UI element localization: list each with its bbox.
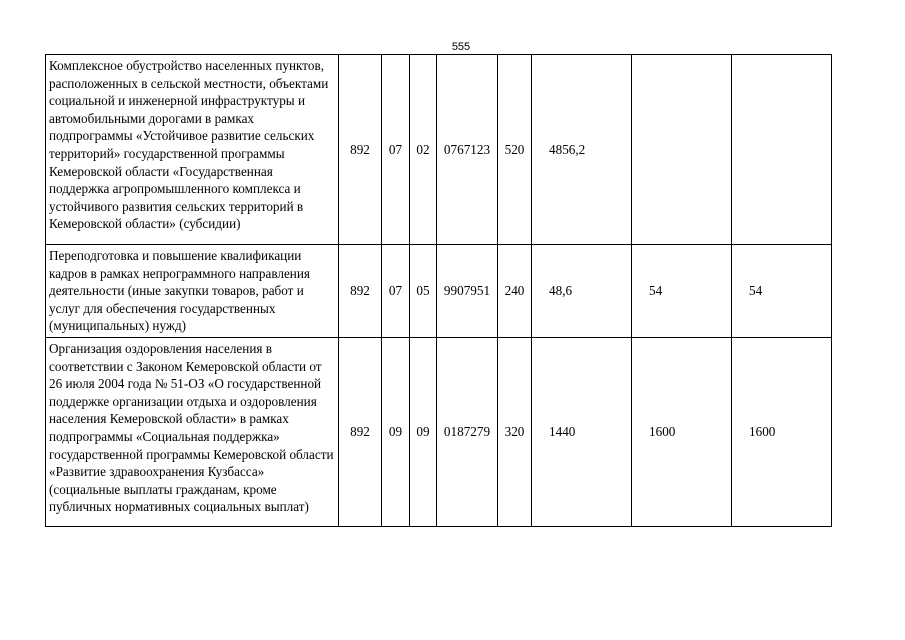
section-code: 07 [382, 245, 410, 338]
ministry-code: 892 [339, 245, 382, 338]
table-row [46, 245, 832, 338]
target-article-code: 0187279 [437, 337, 498, 526]
row-description: Организация оздоровления населения в соответствии с Законом Кемеровской области от 26 июля 2004 года № 51-ОЗ «О государственной поддержке организации отдыха и оздоровления населения Кемеровской области» в рамках подпрограммы «Социальная поддержка» государственной программы Кемеровской области «Развитие здравоохранения Кузбасса» (социальные выплаты гражданам, кроме публичных нормативных социальных выплат) [46, 337, 339, 526]
target-article-code: 9907951 [437, 245, 498, 338]
subsection-code: 09 [410, 337, 437, 526]
row-description: Комплексное обустройство населенных пунктов, расположенных в сельской местности, объектами социальной и инженерной инфраструктуры и автомобильными дорогами в рамках подпрограммы «Устойчивое развитие сельских территорий» государственной программы Кемеровской области «Государственная поддержка агропромышленного комплекса и устойчивого развития сельских территорий в Кемеровской области» (субсидии) [46, 55, 339, 245]
amount-year-3 [732, 55, 832, 245]
ministry-code: 892 [339, 337, 382, 526]
target-article-code: 0767123 [437, 55, 498, 245]
expense-type-code: 520 [498, 55, 532, 245]
section-code: 09 [382, 337, 410, 526]
subsection-code: 02 [410, 55, 437, 245]
amount-year-3: 1600 [732, 337, 832, 526]
budget-table [45, 54, 832, 527]
ministry-code: 892 [339, 55, 382, 245]
amount-year-1: 48,6 [532, 245, 632, 338]
amount-year-2: 1600 [632, 337, 732, 526]
table-row [46, 55, 832, 245]
amount-year-1: 1440 [532, 337, 632, 526]
subsection-code: 05 [410, 245, 437, 338]
section-code: 07 [382, 55, 410, 245]
amount-year-3: 54 [732, 245, 832, 338]
expense-type-code: 320 [498, 337, 532, 526]
amount-year-2: 54 [632, 245, 732, 338]
page-number: 555 [451, 41, 471, 53]
amount-year-1: 4856,2 [532, 55, 632, 245]
row-description: Переподготовка и повышение квалификации кадров в рамках непрограммного направления деятельности (иные закупки товаров, работ и услуг для обеспечения государственных (муниципальных) нужд) [46, 245, 339, 338]
amount-year-2 [632, 55, 732, 245]
table-row [46, 337, 832, 526]
expense-type-code: 240 [498, 245, 532, 338]
